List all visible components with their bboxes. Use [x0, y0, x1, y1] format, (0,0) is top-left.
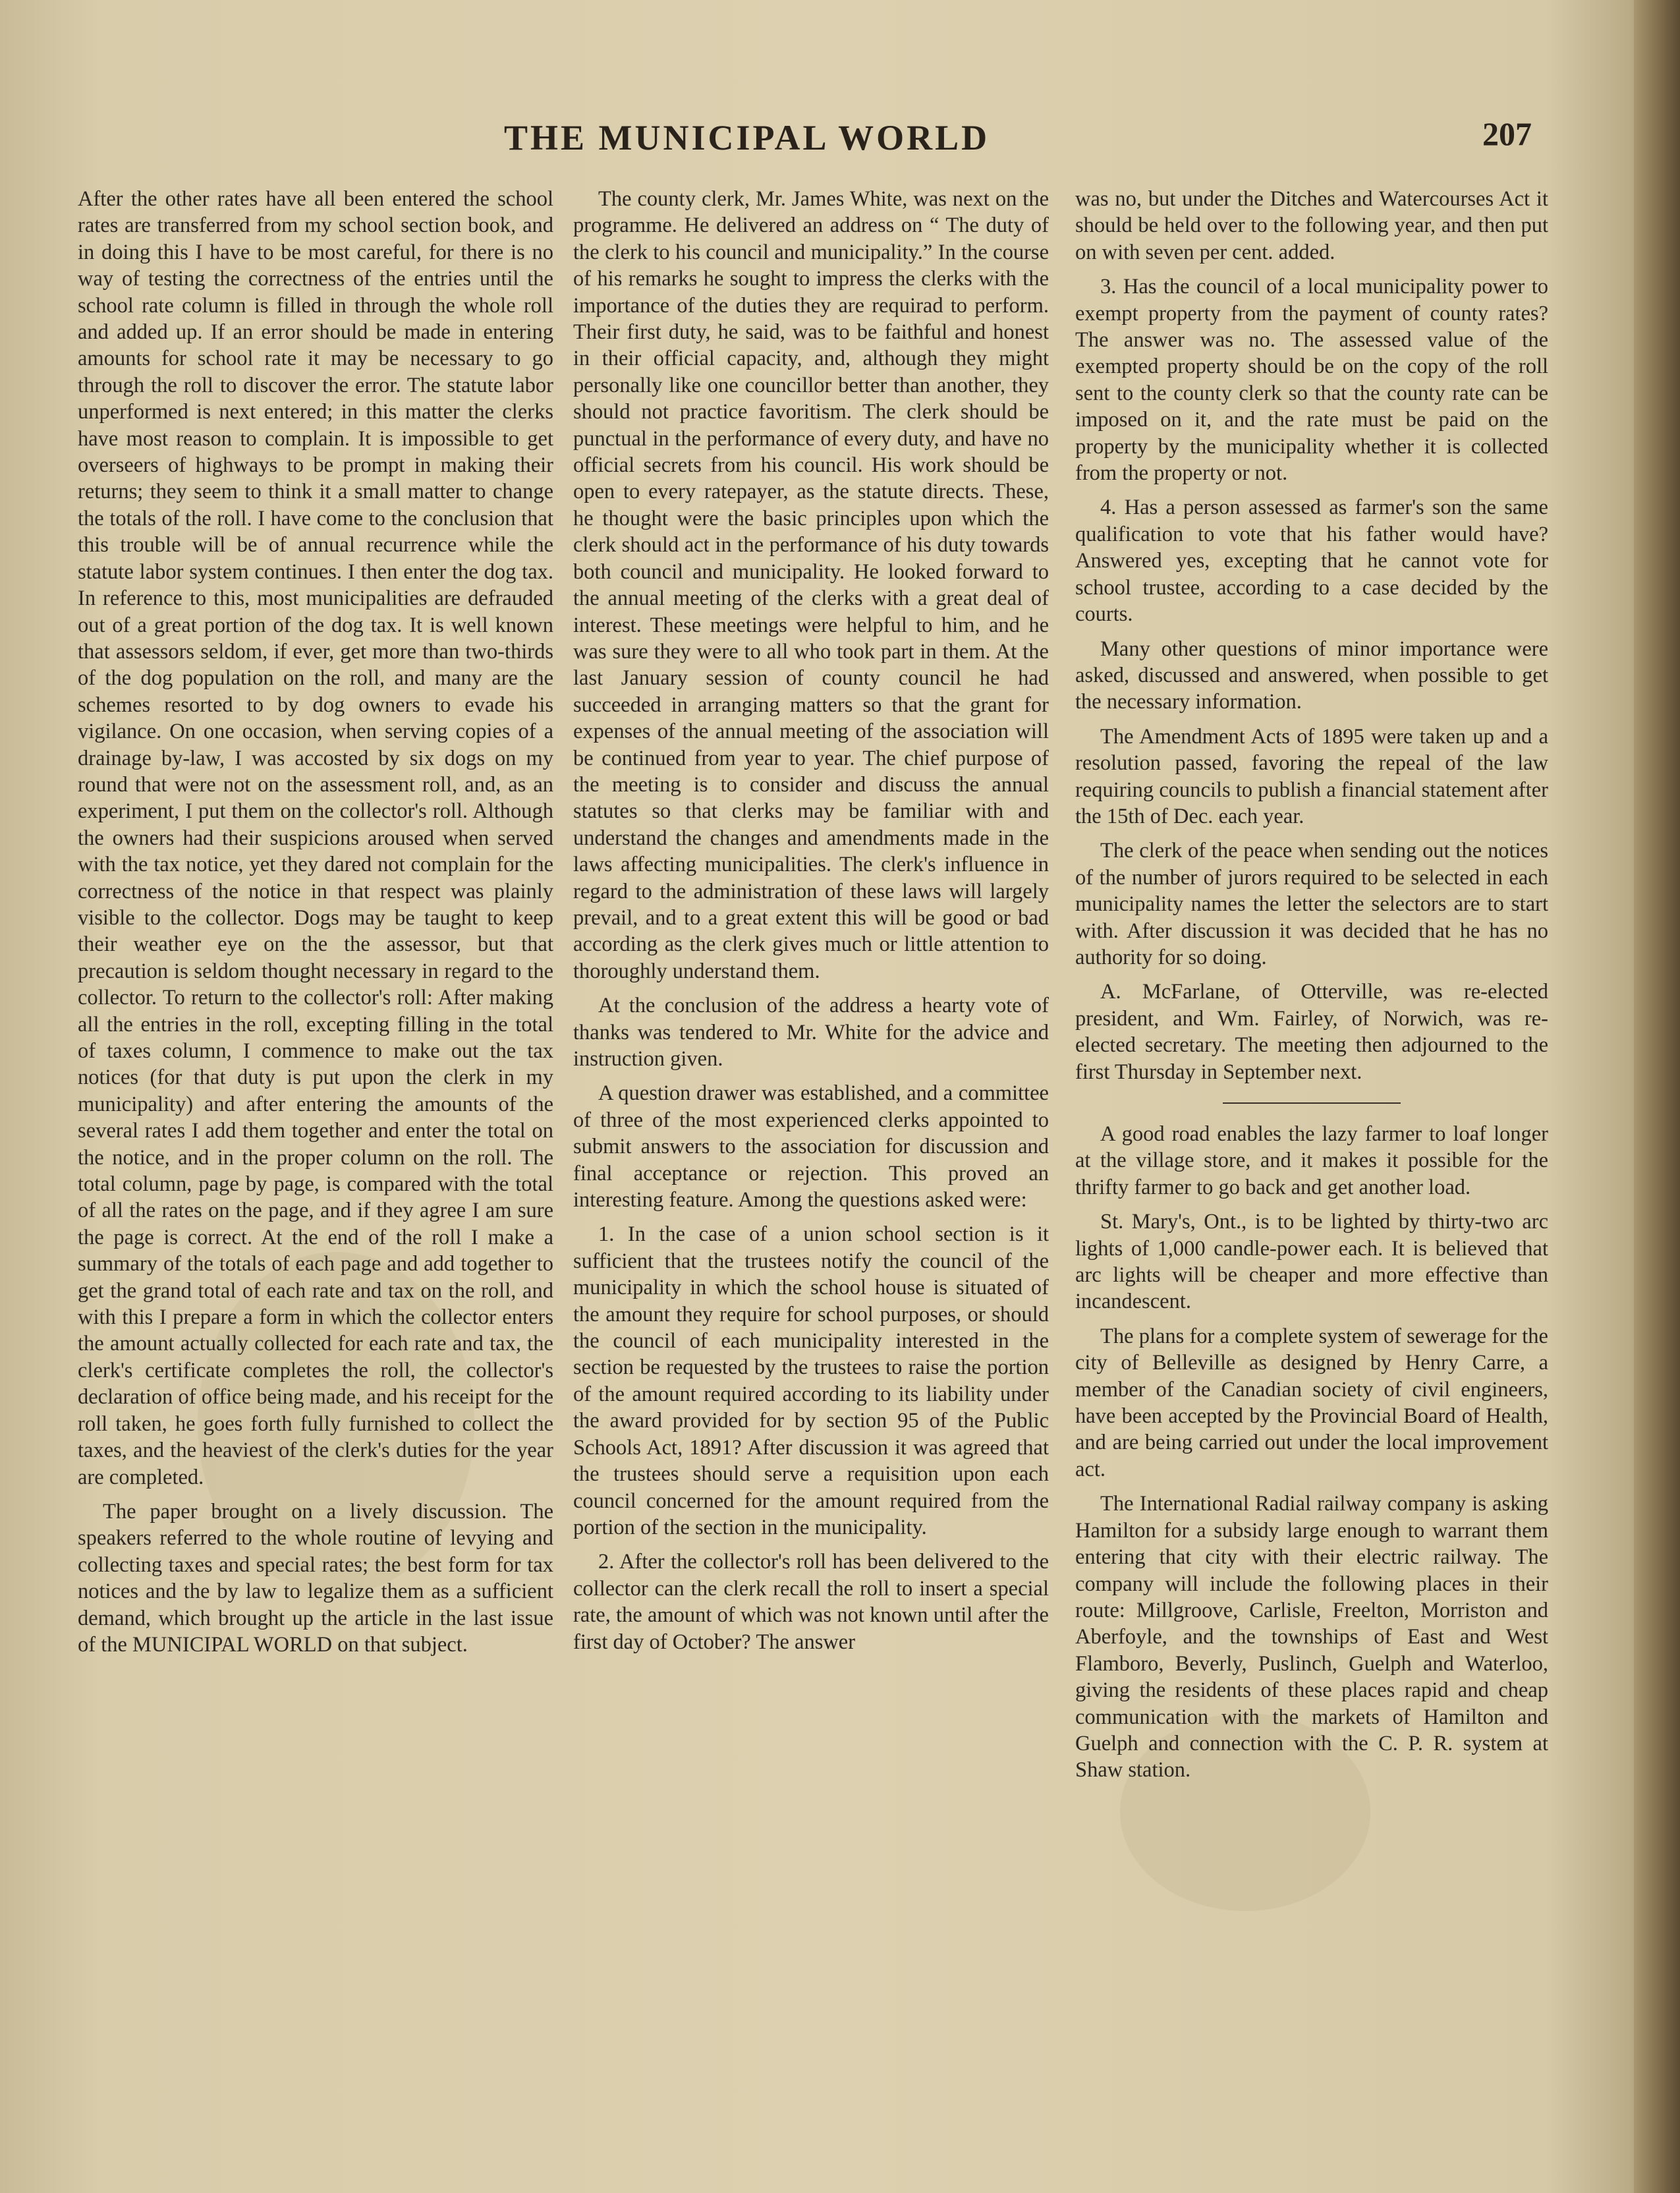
page-header [0, 112, 1680, 165]
article-paragraph: was no, but under the Ditches and Watercourses Act it should be held over to the following year, and then put on with seven per cent. added. [1075, 187, 1548, 264]
column-3 [1075, 186, 1548, 1792]
article-paragraph: A question drawer was established, and a committee of three of the most experienced clerks appointed to submit answers to the association for discussion and final acceptance or rejection. This proved an interesting feature. Among the questions asked were: [573, 1081, 1049, 1212]
article-paragraph: The county clerk, Mr. James White, was next on the programme. He delivered an address on “ The duty of the clerk to his council and municipality.” In the course of his remarks he sought to impress the clerks with the importance of the duties they are requirad to perform. Their first duty, he said, was to be faithful and honest in their official capacity, and, although they might personally like one councillor better than another, they should not practice favoritism. The clerk should be punctual in the performance of every duty, and have no official secrets from his council. His work should be open to every ratepayer, as the statute directs. These, he thought were the basic principles upon which the clerk should act in the performance of his duty towards both council and municipality. He looked forward to the annual meeting of the clerks with a great deal of interest. These meetings were helpful to him, and he was sure they were to all who took part in them. At the last January session of county council he had succeeded in arranging matters so that the grant for expenses of the annual meeting of the association will be continued from year to year. The chief purpose of the meeting is to consider and discuss the annual statutes so that clerks may be familiar with and understand the changes and amendments made in the laws affecting municipalities. The clerk's influence in regard to the administration of these laws will largely prevail, and to a great extent this will be good or bad according as the clerk gives much or little attention to thoroughly understand them. [573, 187, 1049, 983]
column-2 [573, 186, 1049, 1663]
question-paragraph: 2. After the collector's roll has been delivered to the collector can the clerk recall the roll to insert a special rate, the amount of which was not known until after the first day of October? The answer [573, 1550, 1049, 1654]
article-paragraph: Many other questions of minor importance were asked, discussed and answered, when possible to get the necessary information. [1075, 637, 1548, 714]
news-item: The International Radial railway company is asking Hamilton for a subsidy large enough to warrant them entering that city with their electric railway. The company will include the following places in their route: Millgroove, Carlisle, Freelton, Morriston and Aberfoyle, and the townships of East and West Flamboro, Beverly, Puslinch, Guelph and Waterloo, giving the residents of these places rapid and cheap communication with the markets of Hamilton and Guelph and connection with the C. P. R. system at Shaw station. [1075, 1492, 1548, 1782]
article-paragraph: The Amendment Acts of 1895 were taken up and a resolution passed, favoring the repeal of the law requiring councils to publish a financial statement after the 15th of Dec. each year. [1075, 724, 1548, 828]
binding-edge [1634, 0, 1680, 2193]
question-paragraph: 4. Has a person assessed as farmer's son the same qualification to vote that his father would have? Answered yes, excepting that he cannot vote for school trustee, according to a case decided by the courts. [1075, 496, 1548, 627]
article-paragraph: After the other rates have all been entered the school rates are transferred from my school section book, and in doing this I have to be most careful, for there is no way of testing the correctness of the entries until the school rate column is filled in through the whole roll and added up. If an error should be made in entering amounts for school rate it may be necessary to go through the roll to discover the error. The statute labor unperformed is next entered; in this matter the clerks have most reason to complain. It is impossible to get overseers of highways to be prompt in making their returns; they seem to think it a small matter to change the totals of the roll. I have come to the conclusion that this trouble will be of annual recurrence while the statute labor system continues. I then enter the dog tax. In reference to this, most municipalities are defrauded out of a great portion of the dog tax. It is well known that assessors seldom, if ever, get more than two-thirds of the dog population on the roll, and many are the schemes resorted to by dog owners to evade his vigilance. On one occasion, when serving copies of a drainage by-law, I was accosted by six dogs on my round that were not on the assessment roll, and, as an experiment, I put them on the collector's roll. Although the owners had their suspicions aroused when served with the tax notice, yet they dared not complain for the correctness of the notice in that respect was plainly visible to the collector. Dogs may be taught to keep their weather eye on the the assessor, but that precaution is seldom thought necessary in regard to the collector. To return to the collector's roll: After making all the entries in the roll, excepting filling in the total of taxes column, I commence to make out the tax notices (for that duty is put upon the clerk in my municipality) and after entering the amounts of the several rates I add them together and enter the total on the notice, and in the proper column on the roll. The total column, page by page, is compared with the total of all the rates on the page, and if they agree I am sure the page is correct. At the end of the roll I make a summary of the totals of each page and add together to get the grand total of each rate and tax on the roll, and with this I prepare a form in which the collector enters the amount actually collected for each rate and tax, the clerk's certificate completes the roll, the collector's declaration of office being made, and his receipt for the roll taken, he goes forth fully furnished to collect the taxes, and the heaviest of the clerk's duties for the year are completed. [78, 187, 553, 1489]
question-paragraph: 1. In the case of a union school section is it sufficient that the trustees notify the council of the municipality in which the school house is situated of the amount they require for school purposes, or should the council of each municipality interested in the section be requested by the trustees to raise the portion of the amount required according to its liability under the award provided for by section 95 of the Public Schools Act, 1891? After discussion it was agreed that the trustees should serve a requisition upon each council concerned for the amount required from the portion of the section in the municipality. [573, 1222, 1049, 1539]
news-item: The plans for a complete system of sewerage for the city of Belleville as designed by Henry Carre, a member of the Canadian society of civil engineers, have been accepted by the Provincial Board of Health, and are being carried out under the local improvement act. [1075, 1324, 1548, 1481]
column-1 [78, 186, 553, 1666]
news-item: St. Mary's, Ont., is to be lighted by thirty-two arc lights of 1,000 candle-power each. It is believed that arc lights will be cheaper and more effective than incandescent. [1075, 1210, 1548, 1314]
section-divider [1223, 1102, 1401, 1104]
article-paragraph: The paper brought on a lively discussion. The speakers referred to the whole routine of levying and collecting taxes and special rates; the best form for tax notices and the by law to legalize them as a sufficient demand, which brought up the article in the last issue of the MUNICIPAL WORLD on that subject. [78, 1499, 553, 1657]
article-paragraph: A. McFarlane, of Otterville, was re-elected president, and Wm. Fairley, of Norwich, was re-elected secretary. The meeting then adjourned to the first Thursday in September next. [1075, 980, 1548, 1084]
article-paragraph: The clerk of the peace when sending out the notices of the number of jurors required to be selected in each municipality names the letter the selectors are to start with. After discussion it was decided that he has no authority for so doing. [1075, 839, 1548, 969]
question-paragraph: 3. Has the council of a local municipality power to exempt property from the payment of county rates? The answer was no. The assessed value of the exempted property should be on the copy of the roll sent to the county clerk so that the county rate can be imposed on it, and the rate must be paid on the property by the municipality whether it is collected from the property or not. [1075, 275, 1548, 486]
news-item: A good road enables the lazy farmer to loaf longer at the village store, and it makes it possible for the thrifty farmer to go back and get another load. [1075, 1122, 1548, 1199]
article-paragraph: At the conclusion of the address a hearty vote of thanks was tendered to Mr. White for the advice and instruction given. [573, 994, 1049, 1071]
page-number: 207 [1482, 115, 1532, 152]
running-title: THE MUNICIPAL WORLD [504, 118, 990, 157]
